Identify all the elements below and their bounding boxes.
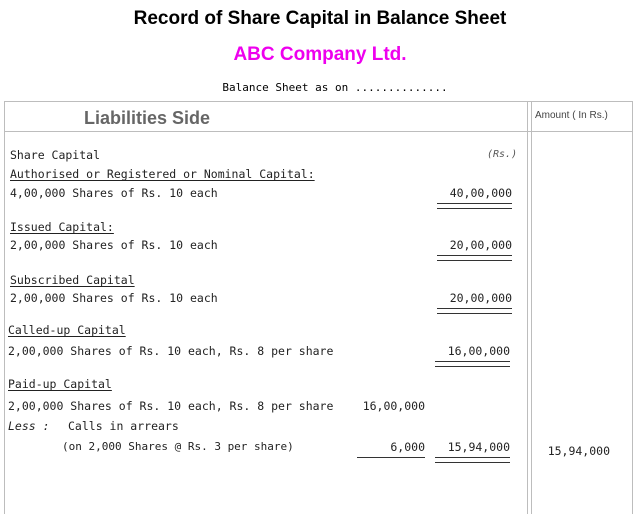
called-up-capital-line: 2,00,000 Shares of Rs. 10 each, Rs. 8 per share	[8, 344, 334, 358]
company-name: ABC Company Ltd.	[233, 44, 407, 65]
subscribed-capital-amount: 20,00,000	[449, 291, 512, 305]
calls-in-arrears-detail: (on 2,000 Shares @ Rs. 3 per share)	[62, 440, 294, 453]
called-up-double-rule	[435, 361, 510, 367]
balance-sheet-date: Balance Sheet as on ..............	[222, 81, 448, 94]
issued-double-rule	[437, 255, 512, 261]
authorised-double-rule	[437, 203, 512, 209]
table-left-border	[4, 101, 5, 514]
authorised-capital-line: 4,00,000 Shares of Rs. 10 each	[10, 186, 218, 200]
called-up-capital-amount: 16,00,000	[447, 344, 510, 358]
paid-up-gross-amount: 16,00,000	[362, 399, 425, 413]
less-label: Less :	[8, 419, 50, 433]
table-top-border	[4, 101, 633, 102]
calls-in-arrears-amount: 6,000	[390, 440, 425, 454]
calls-in-arrears-label: Calls in arrears	[68, 419, 179, 433]
issued-capital-amount: 20,00,000	[449, 238, 512, 252]
calls-single-rule	[357, 457, 425, 458]
paid-up-double-rule	[435, 457, 510, 463]
authorised-capital-amount: 40,00,000	[449, 186, 512, 200]
liabilities-heading: Liabilities Side	[84, 108, 211, 128]
header-row-border	[4, 131, 633, 132]
subscribed-capital-line: 2,00,000 Shares of Rs. 10 each	[10, 291, 218, 305]
issued-capital-label: Issued Capital:	[10, 220, 114, 234]
paid-up-capital-line: 2,00,000 Shares of Rs. 10 each, Rs. 8 per share	[8, 399, 334, 413]
amount-heading: Amount ( In Rs.)	[535, 110, 608, 121]
rs-label: (Rs.)	[487, 149, 518, 160]
page-title: Record of Share Capital in Balance Sheet	[133, 8, 507, 29]
share-capital-label: Share Capital	[10, 148, 101, 162]
called-up-capital-label: Called-up Capital	[8, 323, 126, 337]
table-right-border	[632, 101, 633, 514]
subscribed-double-rule	[437, 308, 512, 314]
subscribed-capital-label: Subscribed Capital	[10, 273, 135, 287]
authorised-capital-label: Authorised or Registered or Nominal Capital:	[10, 167, 315, 181]
paid-up-net-amount: 15,94,000	[447, 440, 510, 454]
paid-up-capital-label: Paid-up Capital	[8, 377, 112, 391]
paid-up-final-amount: 15,94,000	[547, 444, 610, 458]
issued-capital-line: 2,00,000 Shares of Rs. 10 each	[10, 238, 218, 252]
